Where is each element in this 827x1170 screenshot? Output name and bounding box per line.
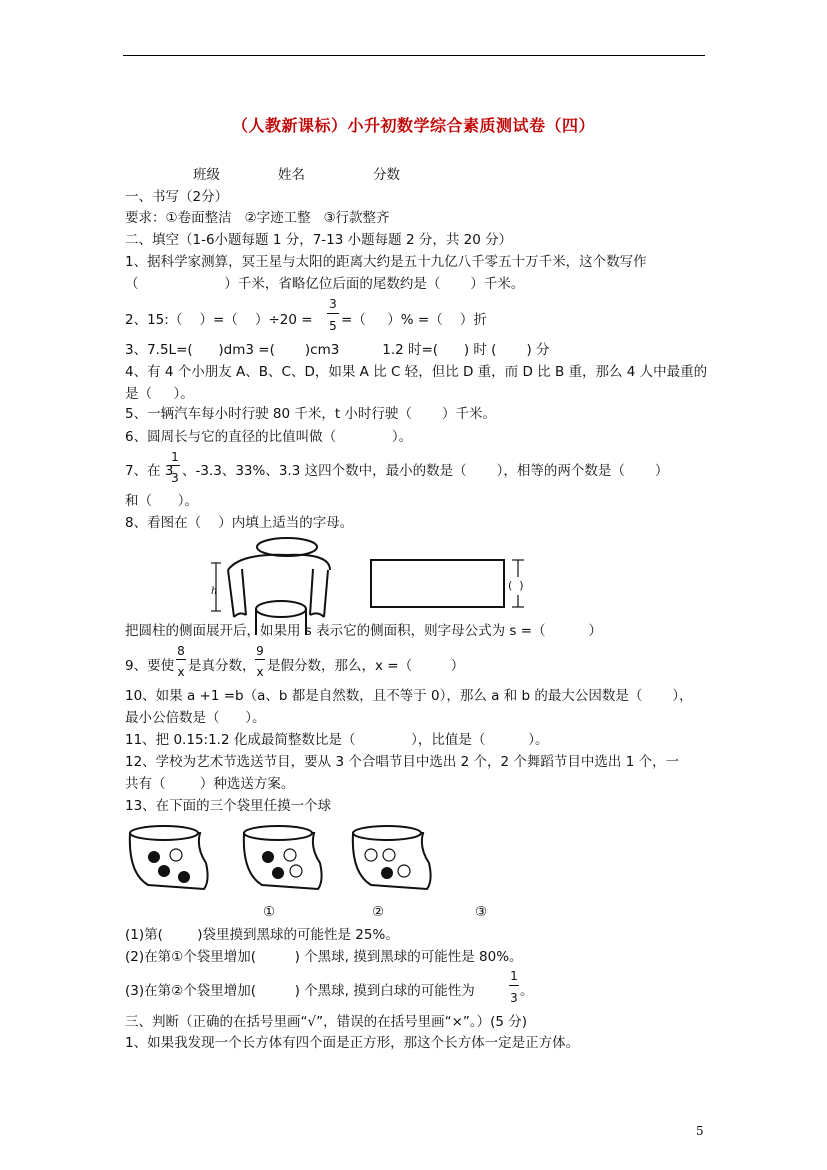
bag-2-figure [240, 823, 328, 893]
question-8-formula: 把圆柱的侧面展开后，如果用 s 表示它的侧面积，则字母公式为 s =（ ） [125, 623, 602, 639]
question-13-fraction-bar [509, 985, 519, 986]
question-9-fraction2-denominator: x [256, 665, 264, 679]
header-rule [123, 55, 705, 56]
page-number: 5 [696, 1124, 704, 1138]
class-field-label: 班级 [193, 167, 220, 183]
question-13-part1: (1)第( )袋里摸到黑球的可能性是 25%。 [125, 927, 399, 943]
question-7-fraction-bar [170, 465, 180, 466]
question-1-line1: 1、据科学家测算，冥王星与太阳的距离大约是五十九亿八千零五十万千米，这个数写作 [125, 254, 647, 270]
question-2-fraction-numerator: 3 [329, 297, 337, 311]
question-8: 8、看图在（ ）内填上适当的字母。 [125, 515, 354, 531]
question-13-part2: (2)在第①个袋里增加( ) 个黑球, 摸到黑球的可能性是 80%。 [125, 949, 523, 965]
question-10-line1: 10、如果 a +1 =b（a、b 都是自然数，且不等于 0），那么 a 和 b 的最大公因数是（ ）， [125, 688, 693, 704]
score-field-label: 分数 [373, 167, 400, 183]
question-9-middle: 是真分数， [188, 658, 256, 674]
section3-heading: 三、判断（正确的在括号里画“√”，错误的在括号里画“×”。）(5 分) [125, 1014, 528, 1030]
question-2-fraction-denominator: 5 [329, 319, 337, 333]
page-title: （人教新课标）小升初数学综合素质测试卷（四） [231, 116, 595, 135]
question-7-prefix: 7、在 3 [125, 463, 174, 479]
question-13-fraction-denominator: 3 [510, 991, 518, 1005]
question-2-fraction-bar [327, 313, 339, 314]
question-13-part3: (3)在第②个袋里增加( ) 个黑球, 摸到白球的可能性为 [125, 983, 475, 999]
question-11: 11、把 0.15:1.2 化成最简整数比是（ ），比值是（ ）。 [125, 732, 549, 748]
question-5: 5、一辆汽车每小时行驶 80 千米，t 小时行驶（ ）千米。 [125, 406, 496, 422]
question-9-fraction1-bar [176, 659, 186, 660]
section2-heading: 二、填空（1-6小题每题 1 分，7-13 小题每题 2 分，共 20 分） [125, 232, 513, 248]
question-4-line2: 是（ ）。 [125, 386, 194, 402]
figure-blank-label: ( ) [508, 577, 524, 595]
section1-heading: 一、书写（2分） [125, 189, 229, 205]
question-2-part2: =（ ）% =（ ）折 [341, 312, 487, 328]
bag-3-label: ③ [475, 904, 488, 920]
question-7-rest: 、-3.3、33%、3.3 这四个数中，最小的数是（ ），相等的两个数是（ ） [182, 463, 669, 479]
question-9-fraction1-denominator: x [177, 665, 185, 679]
question-9-rest: 是假分数，那么，x =（ ） [267, 658, 465, 674]
question-7-fraction-numerator: 1 [171, 450, 179, 464]
name-field-label: 姓名 [278, 167, 305, 183]
question-2-part1: 2、15:（ ）=（ ）÷20 = [125, 312, 313, 328]
bag-3-figure [349, 823, 437, 893]
question-9-fraction2-bar [255, 659, 265, 660]
question-1-line2: （ ）千米，省略亿位后面的尾数约是（ ）千米。 [125, 276, 525, 292]
figure-h-label: h [211, 586, 218, 597]
question-13-part3-end: 。 [520, 983, 534, 999]
question-13-fraction-numerator: 1 [510, 969, 518, 983]
question-9-prefix: 9、要使 [125, 658, 175, 674]
question-12-line1: 12、学校为艺术节选送节目，要从 3 个合唱节目中选出 2 个，2 个舞蹈节目中选出 1 个，一 [125, 754, 680, 770]
question-9-fraction1-numerator: 8 [177, 644, 185, 658]
question-9-fraction2-numerator: 9 [256, 644, 264, 658]
bag-1-label: ① [263, 904, 276, 920]
question-7-line2: 和（ ）。 [125, 493, 198, 509]
question-3: 3、7.5L=( )dm3 =( )cm3 1.2 时=( ) 时 ( ) 分 [125, 342, 550, 358]
question-7-fraction-denominator: 3 [171, 471, 179, 485]
question-12-line2: 共有（ ）种选送方案。 [125, 776, 295, 792]
section1-requirement: 要求：①卷面整洁 ②字迹工整 ③行款整齐 [125, 210, 390, 226]
question-10-line2: 最小公倍数是（ ）。 [125, 710, 266, 726]
question-13: 13、在下面的三个袋里任摸一个球 [125, 798, 332, 814]
bag-2-label: ② [372, 904, 385, 920]
question-6: 6、圆周长与它的直径的比值叫做（ ）。 [125, 429, 413, 445]
judgement-question-1: 1、如果我发现一个长方体有四个面是正方形，那这个长方体一定是正方体。 [125, 1035, 580, 1051]
question-4-line1: 4、有 4 个小朋友 A、B、C、D，如果 A 比 C 轻，但比 D 重，而 D 比 B 重，那么 4 人中最重的 [125, 364, 708, 380]
bag-1-figure [126, 823, 214, 893]
